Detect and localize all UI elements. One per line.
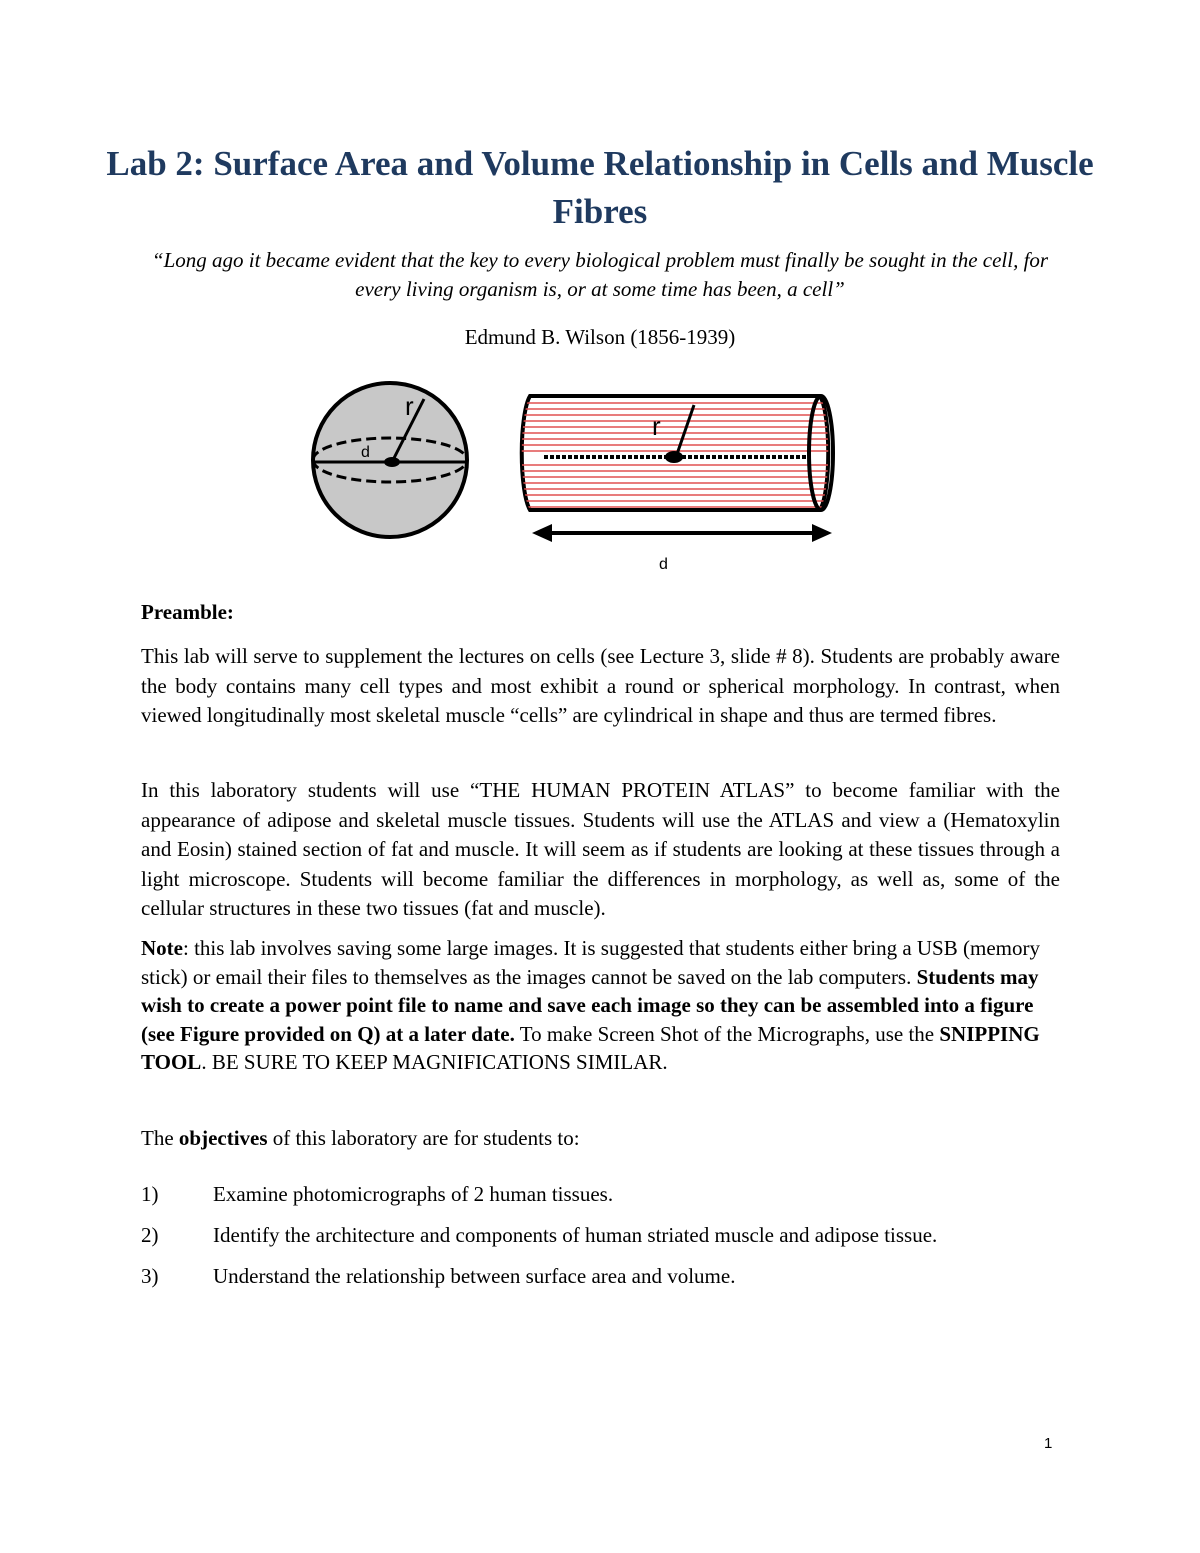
cylinder-radius-label: r: [652, 411, 661, 441]
note-bold-2: SNIPPING TOOL: [141, 1021, 1040, 1074]
list-item-text: Understand the relationship between surface area and volume.: [213, 1264, 736, 1288]
preamble-paragraph-1: This lab will serve to supplement the lectures on cells (see Lecture 3, slide # 8). Students are probably aware the body contains many cell types and most exhibit a round or spherical morphology. In contrast, when viewed longitudinally most skeletal muscle “cells” are cylindrical in shape and thus are termed fibres.: [141, 644, 1060, 727]
cylinder-length-label: d: [659, 556, 668, 573]
cylinder-fibre: [510, 396, 840, 573]
preamble-heading: Preamble:: [141, 600, 234, 624]
list-item-text: Identify the architecture and components of human striated muscle and adipose tissue.: [213, 1223, 938, 1247]
objectives-intro-start: The: [141, 1126, 179, 1150]
note-paragraph: [141, 934, 1060, 1077]
sphere-cell: [313, 383, 467, 537]
page-title: Lab 2: Surface Area and Volume Relationship in Cells and Muscle Fibres: [106, 144, 1094, 231]
note-text-1: : this lab involves saving some large images. It is suggested that students either bring a USB (memory stick) or email their files to themselves as the images cannot be saved on the lab computers.: [141, 936, 1040, 989]
list-item: [141, 1262, 1060, 1303]
note-bold-1: Students may wish to create a power point file to name and save each image so they can be assembled into a figure (see Figure provided on Q) at a later date.: [141, 964, 1039, 1046]
objectives-intro-end: of this laboratory are for students to:: [267, 1126, 580, 1150]
cylinder-length-arrow: [532, 524, 832, 542]
list-item: [141, 1180, 1060, 1221]
quote-attribution: Edmund B. Wilson (1856-1939): [464, 325, 736, 349]
list-item-number: 3): [141, 1264, 159, 1288]
preamble-paragraph-2: In this laboratory students will use “THE HUMAN PROTEIN ATLAS” to become familiar with the appearance of adipose and skeletal muscle tissues. Students will use the ATLAS and view a (Hematoxylin and Eosin) stained section of fat and muscle. It will seem as if students are looking at these tissues through a light microscope. Students will become familiar the differences in morphology, as well as, some of the cellular structures in these two tissues (fat and muscle).: [141, 778, 1060, 920]
objectives-keyword: objectives: [178, 1126, 268, 1150]
sphere-radius-label: r: [405, 391, 414, 421]
sphere-cylinder-diagram: [300, 375, 860, 575]
page-number: 1: [1044, 1435, 1053, 1452]
cylinder-center-point: [665, 451, 683, 463]
list-item-number: 2): [141, 1223, 159, 1247]
sphere-center-point: [384, 457, 400, 467]
objectives-list: [141, 1180, 1060, 1303]
note-label: Note: [141, 936, 183, 960]
objectives-intro: [141, 1124, 580, 1154]
list-item-number: 1): [141, 1182, 159, 1206]
note-text-3: . BE SURE TO KEEP MAGNIFICATIONS SIMILAR.: [201, 1050, 668, 1074]
epigraph-quote: “Long ago it became evident that the key to every biological problem must finally be sought in the cell, for every living organism is, or at some time has been, a cell”: [151, 248, 1049, 301]
list-item-text: Examine photomicrographs of 2 human tissues.: [213, 1182, 614, 1206]
list-item: [141, 1221, 1060, 1262]
note-text-2: To make Screen Shot of the Micrographs, use the: [514, 1021, 940, 1046]
sphere-diameter-label: d: [361, 444, 370, 461]
